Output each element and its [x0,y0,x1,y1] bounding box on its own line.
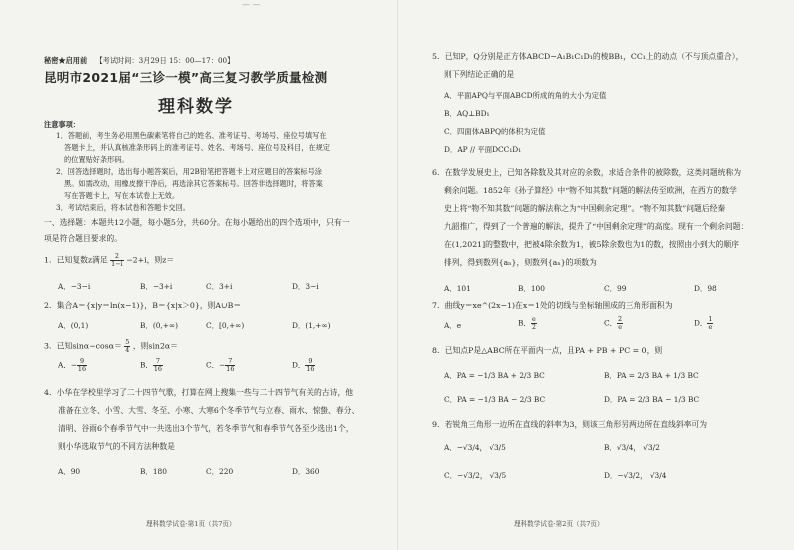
q4-option-d: D．360 [292,467,320,476]
right-page [397,0,794,550]
q8-option-a: A．PA = −1/3 BA + 2/3 BC [444,371,545,380]
exam-time: 【考试时间：3月29日 15：00—17：00】 [95,56,235,65]
option-label: C． [604,318,618,328]
option-label: D． [292,360,306,370]
frac-den: e [708,323,713,331]
frac-den: 16 [77,365,87,373]
q8-option-c: C．PA = −1/3 BA − 2/3 BC [444,395,546,404]
q1-stem [44,253,174,268]
scan-mark: — — [242,0,261,9]
q3-option-c [206,358,235,373]
left-footer: 理科数学试卷·第1页（共7页） [146,520,236,528]
q7-option-a: A．e [444,321,462,330]
q4-option-b: B．180 [140,467,167,476]
q6-option-d: D．98 [694,284,717,293]
option-fraction [707,316,713,331]
frac-num: 7 [225,358,235,366]
q6-line: 在(1,2021]的整数中，把被4除余数为1，被5除余数也为1的数，按照由小到大的顺序 [444,240,739,249]
subject-title: 理科数学 [158,97,234,117]
q7-option-d [694,316,713,331]
q4-line: 则小华选取节气的不同方法种数是 [58,442,175,451]
notes-line: 的位置贴好条形码。 [64,155,129,164]
q6-line: 6．在数学发展史上，已知各除数及其对应的余数，求适合条件的被除数，这类问题统称为 [432,168,742,177]
section1-text: 一、选择题：本题共12小题，每小题5分，共60分。在每小题给出的四个选项中，只有一 [44,218,350,227]
right-footer: 理科数学试卷·第2页（共7页） [514,520,604,528]
option-label: B． [518,318,531,328]
q2-option-d: D．(1,+∞) [292,321,331,330]
frac-den: 1−i [111,260,123,268]
q3-fraction [124,339,130,354]
q7-option-c [604,316,623,331]
frac-num: 1 [708,315,713,323]
q6-option-c: C．99 [604,284,627,293]
secret-label: 秘密★启用前 [44,56,88,65]
notes-line: 写在答题卡上，写在本试卷上无效。 [64,191,180,200]
q3-option-b [140,358,163,373]
option-label: B． [140,360,153,370]
frac-num: 9 [305,358,315,366]
frac-num: 2 [110,253,123,261]
q1-fraction [110,253,123,268]
q7-option-b [518,316,537,331]
section1-line [44,218,350,228]
q2-option-b: B．(0,+∞) [140,321,178,330]
notes-line: 3．考试结束后，将本试卷和答题卡交回。 [56,203,190,212]
q9-stem: 9．若锐角三角形一边所在直线的斜率为3，则该三角形另两边所在直线斜率可为 [432,420,708,429]
q5-option-b: B．AQ⊥BD₁ [444,109,490,118]
q1-option-c: C．3+i [206,282,233,291]
frac-num: e [531,315,536,323]
q9-option-c: C．−√3/2， √3/5 [444,471,507,480]
q1-stem-text: 1．已知复数z满足 [44,255,108,265]
q6-option-a: A．101 [444,284,471,293]
notes-line: 答题卡上，并认真核准条形码上的准考证号、姓名、考场号、座位号及科目，在规定 [64,143,330,152]
q2-option-c: C．[0,+∞) [206,321,245,330]
q4-option-a: A．90 [58,467,81,476]
q3-stem-text-b: ，则sin2α＝ [132,341,178,351]
option-fraction [617,316,623,331]
frac-den: 2 [531,323,536,331]
q2-option-a: A．(0,1) [58,321,89,330]
q3-stem [44,339,178,354]
frac-den: e [618,323,622,331]
q5-option-d: D．AP // 平面DCC₁D₁ [444,145,522,154]
option-fraction [225,358,235,373]
notes-heading: 注意事项： [44,120,80,129]
header-line [44,56,234,65]
option-label: D． [694,318,708,328]
exam-title: 昆明市2021届“三诊一模”高三复习教学质量检测 [44,70,328,85]
section1-line2: 项是符合题目要求的。 [44,234,122,243]
q7-stem: 7．曲线y＝xe^(2x−1)在x＝1处的切线与坐标轴围成的三角形面积为 [432,301,673,310]
option-fraction [531,316,537,331]
option-fraction [153,358,163,373]
q3-option-d [292,358,315,373]
frac-den: 16 [306,365,315,373]
frac-num: 2 [618,315,623,323]
q6-line: 剩余问题。1852年《孙子算经》中“物不知其数”问题的解法传至欧洲，在西方的数学 [444,186,737,195]
notes-line: 1．答题前，考生务必用黑色碳素笔将自己的姓名、准考证号、考场号、座位号填写在 [56,131,327,140]
q6-line: 排列，得到数列{aₙ}，则数列{aₙ}的项数为 [444,258,597,267]
option-label: A．− [58,360,77,370]
q5-option-c: C．四面体ABPQ的体积为定值 [444,127,546,136]
q1-option-d: D．3−i [292,282,319,291]
q1-stem-text-b: −2+i，则z＝ [126,255,175,265]
frac-num: 7 [153,358,163,366]
notes-line: 2．回答选择题时，选出每小题答案后，用2B铅笔把答题卡上对应题目的答案标号涂 [56,167,322,176]
q4-line: 准备在立冬、小雪、大雪、冬至、小寒、大寒6个冬季节气与立春、雨水、惊蛰、春分、 [58,406,360,415]
q6-line: 九韶推广，得到了一个普遍的解法，提升了“中国剩余定理”的高度。现有一个剩余问题： [444,222,749,231]
q3-stem-text: 3．已知sinα−cosα＝ [44,341,122,351]
option-label: C．− [206,360,226,370]
frac-num: 5 [125,338,130,346]
q5-line: 则下列结论正确的是 [444,70,515,79]
q2-stem: 2．集合A＝{x|y＝ln(x−1)}，B＝{x|x＞0}，则A∪B＝ [44,301,242,310]
q4-line: 4．小华在学校里学习了二十四节气歌，打算在网上搜集一些与二十四节气有关的古诗，他 [44,388,354,397]
q8-option-d: D．PA = 2/3 BA − 1/3 BC [604,395,700,404]
q1-option-a: A．−3−i [58,282,91,291]
frac-den: 4 [125,346,130,354]
q4-line: 清明、谷雨6个春季节气中一共选出3个节气，若冬季节气和春季节气各至少选出1个， [58,424,354,433]
q3-option-a [58,358,87,373]
option-fraction [77,358,87,373]
frac-den: 16 [226,365,235,373]
q8-option-b: B．PA = 2/3 BA + 1/3 BC [604,371,699,380]
q6-line: 史上将“物不知其数”问题的解法称之为“中国剩余定理”。“物不知其数”问题后经秦 [444,204,726,213]
frac-den: 16 [153,365,162,373]
q5-option-a: A．平面APQ与平面ABCD所成的角的大小为定值 [444,91,607,100]
q6-option-b: B．100 [518,284,545,293]
q9-option-d: D．−√3/2， √3/4 [604,471,667,480]
frac-num: 9 [77,358,87,366]
notes-line: 黑。如需改动，用橡皮擦干净后，再选涂其它答案标号。回答非选择题时，将答案 [64,179,323,188]
q5-line: 5．已知P，Q分别是正方体ABCD−A₁B₁C₁D₁的棱BB₁，CC₁上的动点（不与顶点重合）， [432,52,744,61]
q9-option-a: A．−√3/4， √3/5 [444,443,506,452]
q9-option-b: B．√3/4， √3/2 [604,443,660,452]
q4-option-c: C．220 [206,467,234,476]
q1-option-b: B．−3+i [140,282,173,291]
q8-stem: 8．已知点P是△ABC所在平面内一点，且PA + PB + PC = 0，则 [432,346,663,355]
option-fraction [305,358,315,373]
